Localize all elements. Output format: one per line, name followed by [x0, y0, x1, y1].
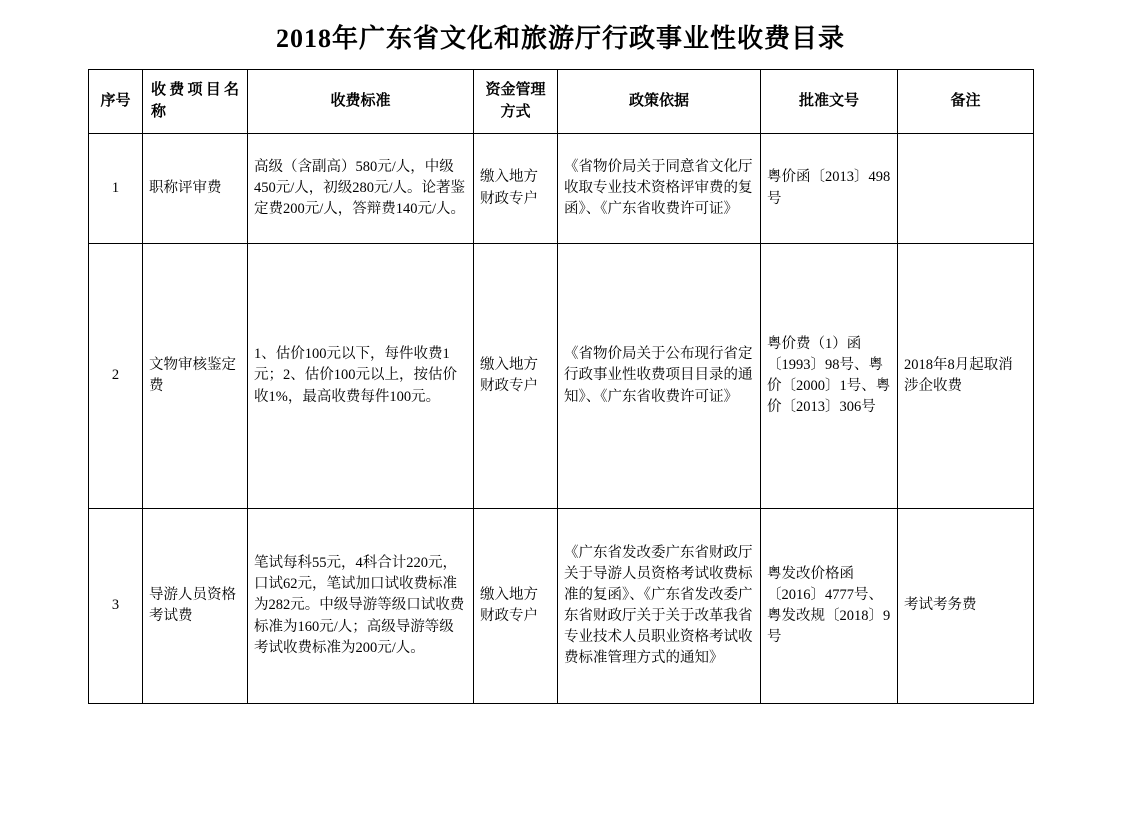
cell-approval: 粤价函〔2013〕498号 — [761, 134, 898, 244]
column-header-index: 序号 — [89, 70, 143, 134]
column-header-name: 收费项目名称 — [143, 70, 248, 134]
cell-fund: 缴入地方财政专户 — [474, 134, 558, 244]
table-header-row — [89, 70, 1034, 134]
cell-remark — [898, 134, 1034, 244]
cell-policy: 《广东省发改委广东省财政厅关于导游人员资格考试收费标准的复函》、《广东省发改委广东省财政厅关于关于改革我省专业技术人员职业资格考试收费标准管理方式的通知》 — [558, 509, 761, 704]
cell-remark: 考试考务费 — [898, 509, 1034, 704]
cell-index: 1 — [89, 134, 143, 244]
cell-index: 2 — [89, 244, 143, 509]
table-row — [89, 509, 1034, 704]
cell-standard: 笔试每科55元，4科合计220元，口试62元，笔试加口试收费标准为282元。中级导游等级口试收费标准为160元/人；高级导游等级考试收费标准为200元/人。 — [248, 509, 474, 704]
column-header-remark: 备注 — [898, 70, 1034, 134]
cell-name: 文物审核鉴定费 — [143, 244, 248, 509]
cell-fund: 缴入地方财政专户 — [474, 509, 558, 704]
cell-approval: 粤价费（1）函〔1993〕98号、粤价〔2000〕1号、粤价〔2013〕306号 — [761, 244, 898, 509]
cell-policy: 《省物价局关于同意省文化厅收取专业技术资格评审费的复函》、《广东省收费许可证》 — [558, 134, 761, 244]
column-header-policy: 政策依据 — [558, 70, 761, 134]
page-title: 2018年广东省文化和旅游厅行政事业性收费目录 — [275, 24, 845, 53]
document-page — [0, 18, 1121, 813]
table-header — [89, 70, 1034, 134]
fee-table — [88, 69, 1034, 704]
column-header-approval: 批准文号 — [761, 70, 898, 134]
table-row — [89, 244, 1034, 509]
cell-index: 3 — [89, 509, 143, 704]
column-header-fund: 资金管理方式 — [474, 70, 558, 134]
cell-standard: 1、估价100元以下，每件收费1元；2、估价100元以上，按估价收1%，最高收费每件100元。 — [248, 244, 474, 509]
table-row — [89, 134, 1034, 244]
fee-table-container — [0, 69, 1121, 704]
cell-standard: 高级（含副高）580元/人，中级450元/人，初级280元/人。论著鉴定费200元/人，答辩费140元/人。 — [248, 134, 474, 244]
cell-fund: 缴入地方财政专户 — [474, 244, 558, 509]
cell-name: 职称评审费 — [143, 134, 248, 244]
cell-approval: 粤发改价格函〔2016〕4777号、粤发改规〔2018〕9号 — [761, 509, 898, 704]
cell-policy: 《省物价局关于公布现行省定行政事业性收费项目目录的通知》、《广东省收费许可证》 — [558, 244, 761, 509]
cell-name: 导游人员资格考试费 — [143, 509, 248, 704]
table-body — [89, 134, 1034, 704]
column-header-standard: 收费标准 — [248, 70, 474, 134]
cell-remark: 2018年8月起取消涉企收费 — [898, 244, 1034, 509]
